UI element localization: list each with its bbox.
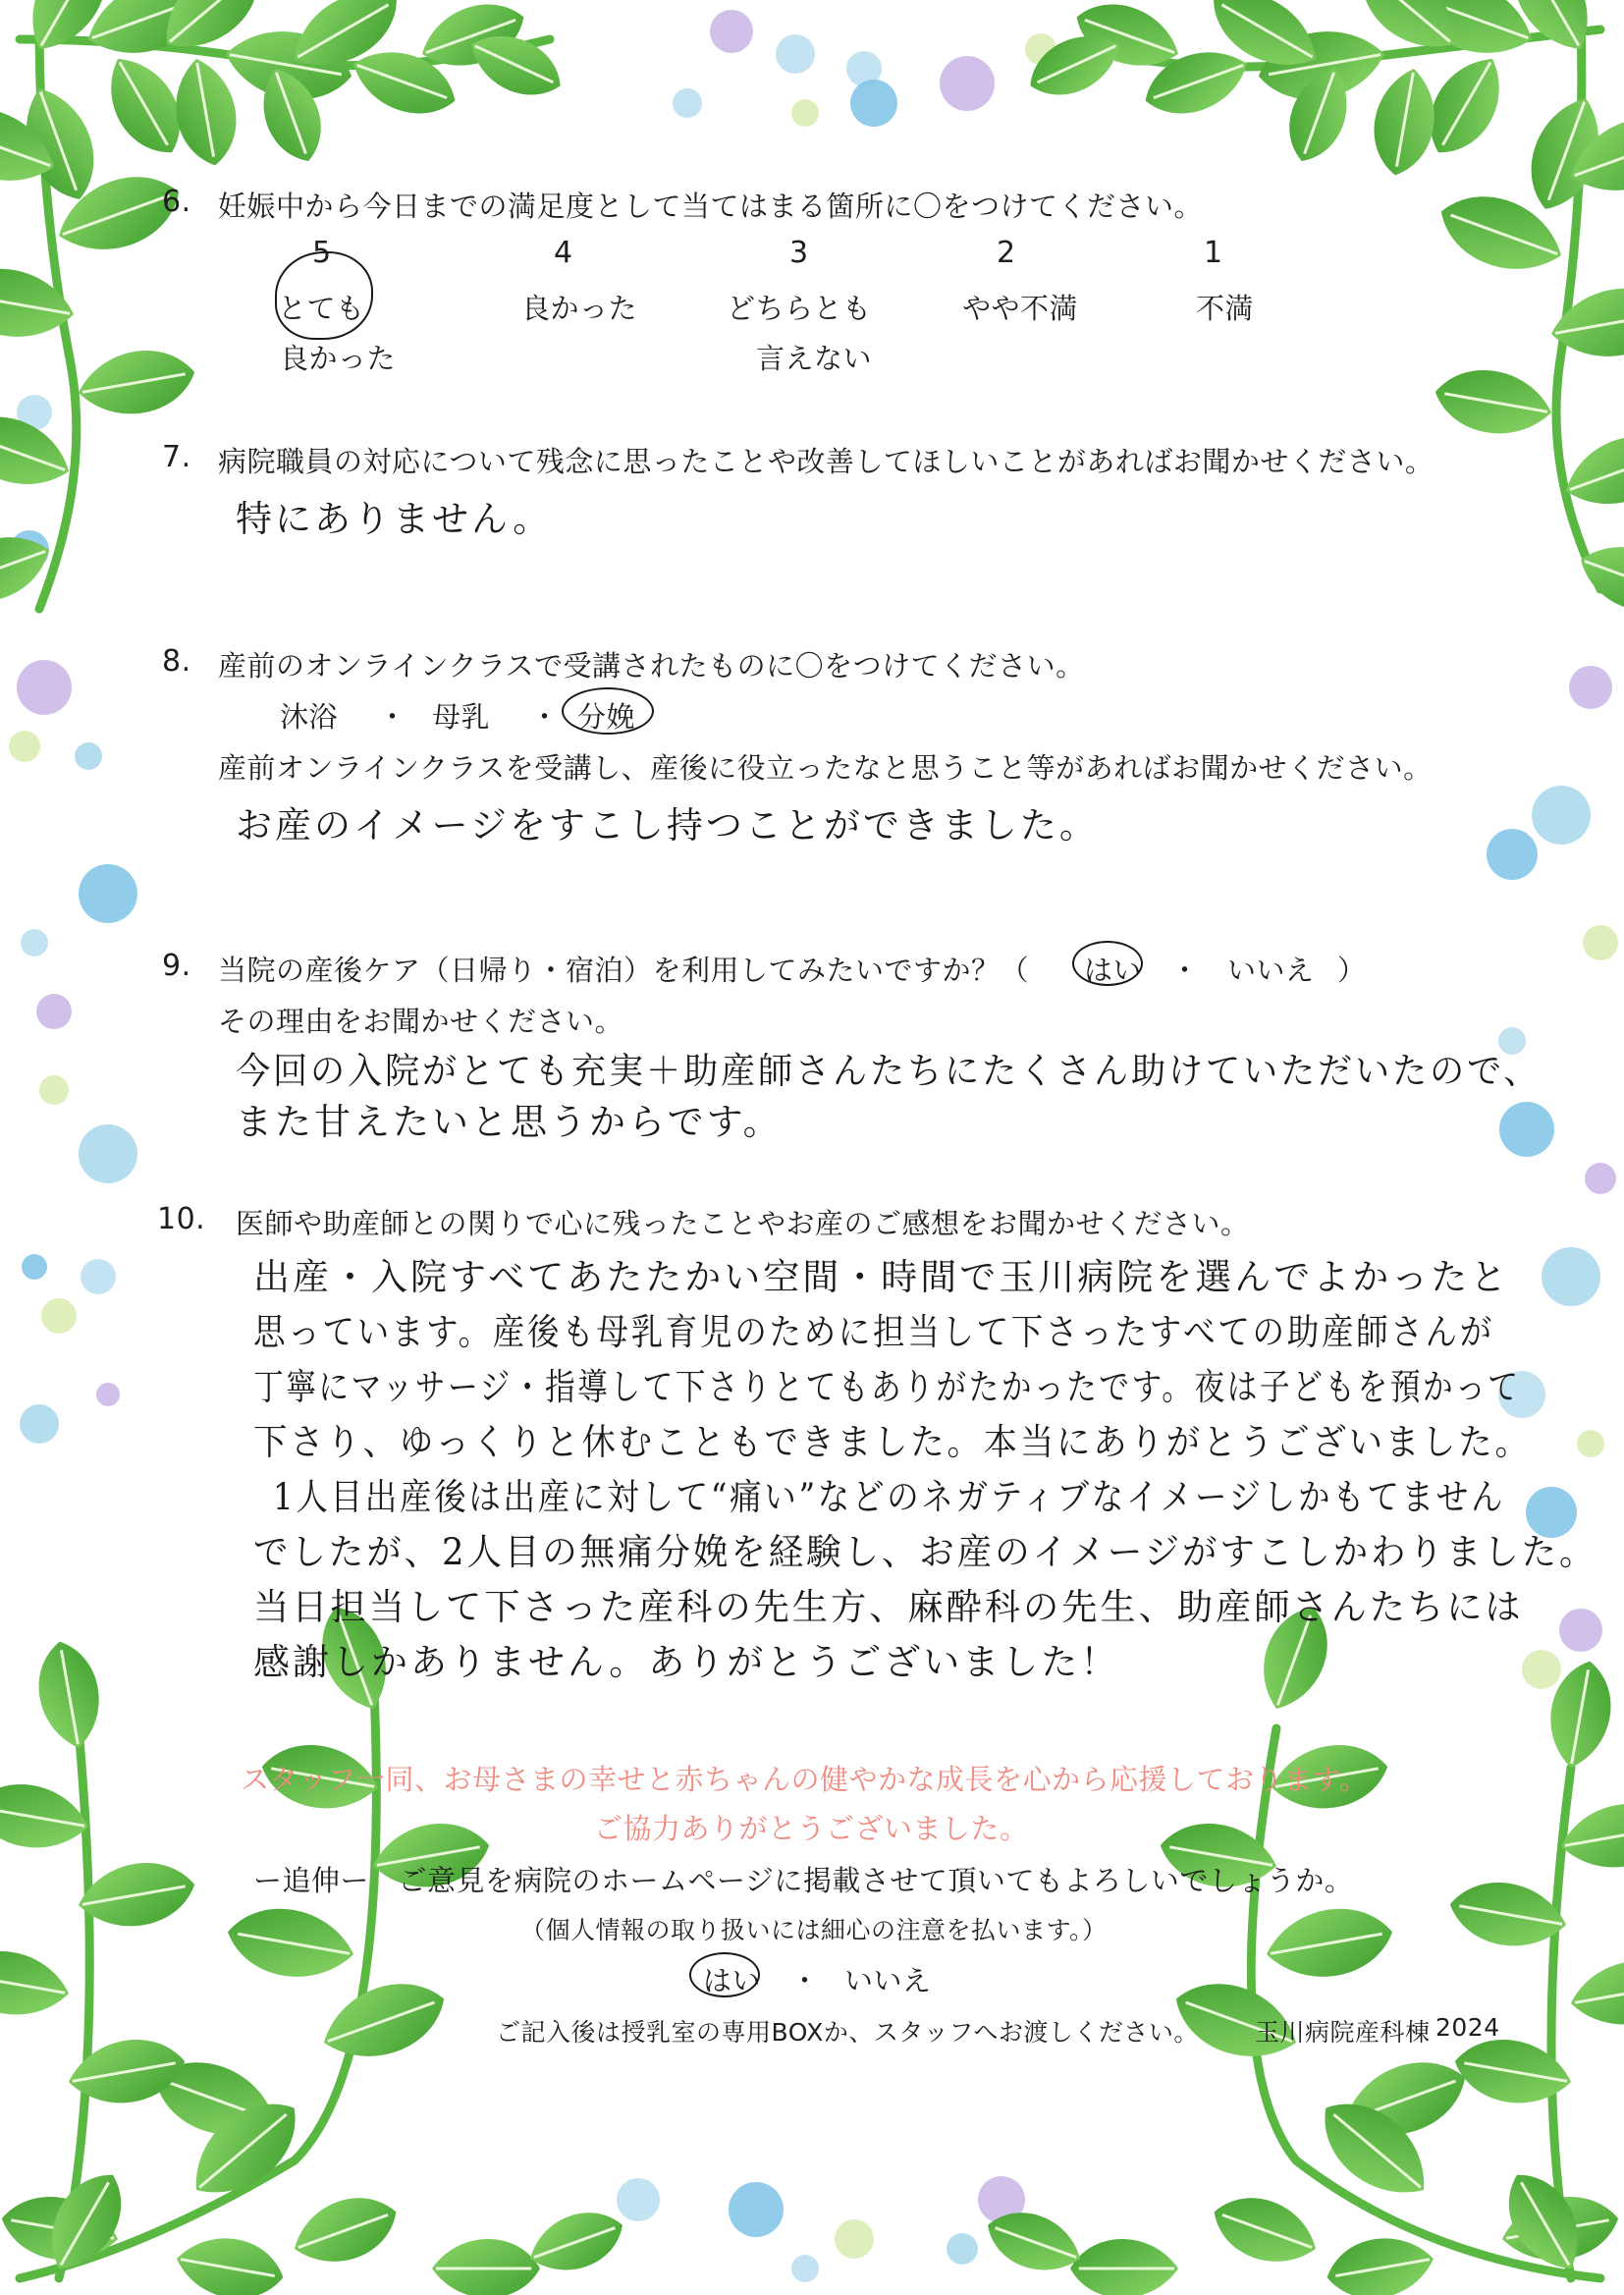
privacy-note: （個人情報の取り扱いには細心の注意を払います。） <box>520 1916 1108 1944</box>
scale-3-number: 3 <box>789 236 809 270</box>
scale-3-label-line2: 言えない <box>756 342 873 375</box>
scale-5-label-line2: 良かった <box>280 342 397 375</box>
option-delivery[interactable]: 分娩 <box>577 700 636 734</box>
postscript: ー追伸ー ご意見を病院のホームページに掲載させて頂いてもよろしいでしょうか。 <box>253 1864 1354 1897</box>
q10-answer-line: 思っています。産後も母乳育児のために担当して下さったすべての助産師さんが <box>253 1311 1494 1353</box>
option-breastfeeding[interactable]: 母乳 <box>432 700 491 734</box>
scale-3-label[interactable]: どちらとも <box>727 292 872 325</box>
q10-answer-line: 1人目出産後は出産に対して“痛い”などのネガティブなイメージしかもてません <box>273 1476 1506 1518</box>
scale-1-label[interactable]: 不満 <box>1196 292 1255 325</box>
delivery-selected-circle <box>562 687 654 735</box>
q10-answer-line: 出産・入院すべてあたたかい空間・時間で玉川病院を選んでよかったと <box>253 1256 1510 1298</box>
hospital-name: 玉川病院産科棟 <box>1255 2018 1431 2047</box>
scale-4-number: 4 <box>554 236 573 270</box>
q7-answer[interactable]: 特にありません。 <box>236 498 553 540</box>
q8-answer[interactable]: お産のイメージをすこし持つことができました。 <box>236 804 1099 847</box>
q8-followup: 産前オンラインクラスを受講し、産後に役立ったなと思うこと等があればお聞かせください。 <box>218 751 1433 785</box>
publish-yes-selected-circle <box>689 1952 760 1997</box>
scale-2-label[interactable]: やや不満 <box>962 292 1079 325</box>
q10-answer-line: 丁寧にマッサージ・指導して下さりとてもありがたかったです。夜は子どもを預かって <box>253 1366 1521 1408</box>
q9-answer-line[interactable]: 今回の入院がとても充実＋助産師さんたちにたくさん助けていただいたので、 <box>236 1050 1542 1092</box>
option-separator: ・ <box>530 700 560 734</box>
closing-thanks: ご協力ありがとうございました。 <box>594 1812 1029 1845</box>
q6-number: 6. <box>162 185 191 219</box>
scale-5-selected-circle <box>275 251 373 340</box>
q9-yes[interactable]: はい <box>1084 954 1143 987</box>
option-separator: ・ <box>378 700 407 734</box>
publish-no[interactable]: いいえ <box>844 1964 932 1997</box>
scale-5-number: 5 <box>312 236 332 270</box>
q10-answer-line: 下さり、ゆっくりと休むこともできました。本当にありがとうございました。 <box>253 1421 1532 1463</box>
q8-number: 8. <box>162 644 191 679</box>
year: 2024 <box>1435 2013 1500 2042</box>
q8-question: 産前のオンラインクラスで受講されたものに〇をつけてください。 <box>218 649 1085 683</box>
closing-message: スタッフ一同、お母さまの幸せと赤ちゃんの健やかな成長を心から応援しております。 <box>241 1763 1369 1796</box>
q7-question: 病院職員の対応について残念に思ったことや改善してほしいことがあればお聞かせください。 <box>218 445 1435 478</box>
q10-answer-line: でしたが、2人目の無痛分娩を経験し、お産のイメージがすこしかわりました。 <box>253 1531 1597 1573</box>
instruction-text: ご記入後は授乳室の専用BOXか、スタッフへお渡しください。 <box>496 2018 1199 2047</box>
q6-question: 妊娠中から今日までの満足度として当てはまる箇所に〇をつけてください。 <box>218 190 1204 223</box>
q10-answer-line: 当日担当して下さった産科の先生方、麻酔科の先生、助産師さんたちには <box>253 1586 1524 1628</box>
q10-number: 10. <box>157 1202 206 1236</box>
publish-yes[interactable]: はい <box>703 1964 762 1997</box>
q9-answer-line[interactable]: また甘えたいと思うからです。 <box>236 1101 783 1143</box>
q9-question-suffix: ） <box>1337 954 1367 987</box>
scale-4-label[interactable]: 良かった <box>521 292 638 325</box>
q9-followup: その理由をお聞かせください。 <box>218 1005 624 1038</box>
q9-separator: ・ <box>1170 954 1200 987</box>
scale-1-number: 1 <box>1204 236 1223 270</box>
q9-question-prefix: 当院の産後ケア（日帰り・宿泊）を利用してみたいですか？（ <box>218 954 1030 987</box>
q9-no[interactable]: いいえ <box>1227 954 1315 987</box>
q9-number: 9. <box>162 949 191 983</box>
q10-question: 医師や助産師との関りで心に残ったことやお産のご感想をお聞かせください。 <box>236 1207 1250 1240</box>
q9-yes-selected-circle <box>1072 941 1143 986</box>
publish-separator: ・ <box>790 1964 820 1997</box>
scale-2-number: 2 <box>997 236 1016 270</box>
q7-number: 7. <box>162 440 191 474</box>
scale-5-label[interactable]: とても <box>278 292 365 325</box>
option-bathing[interactable]: 沐浴 <box>280 700 339 734</box>
q10-answer-line: 感謝しかありません。ありがとうございました！ <box>253 1641 1120 1683</box>
